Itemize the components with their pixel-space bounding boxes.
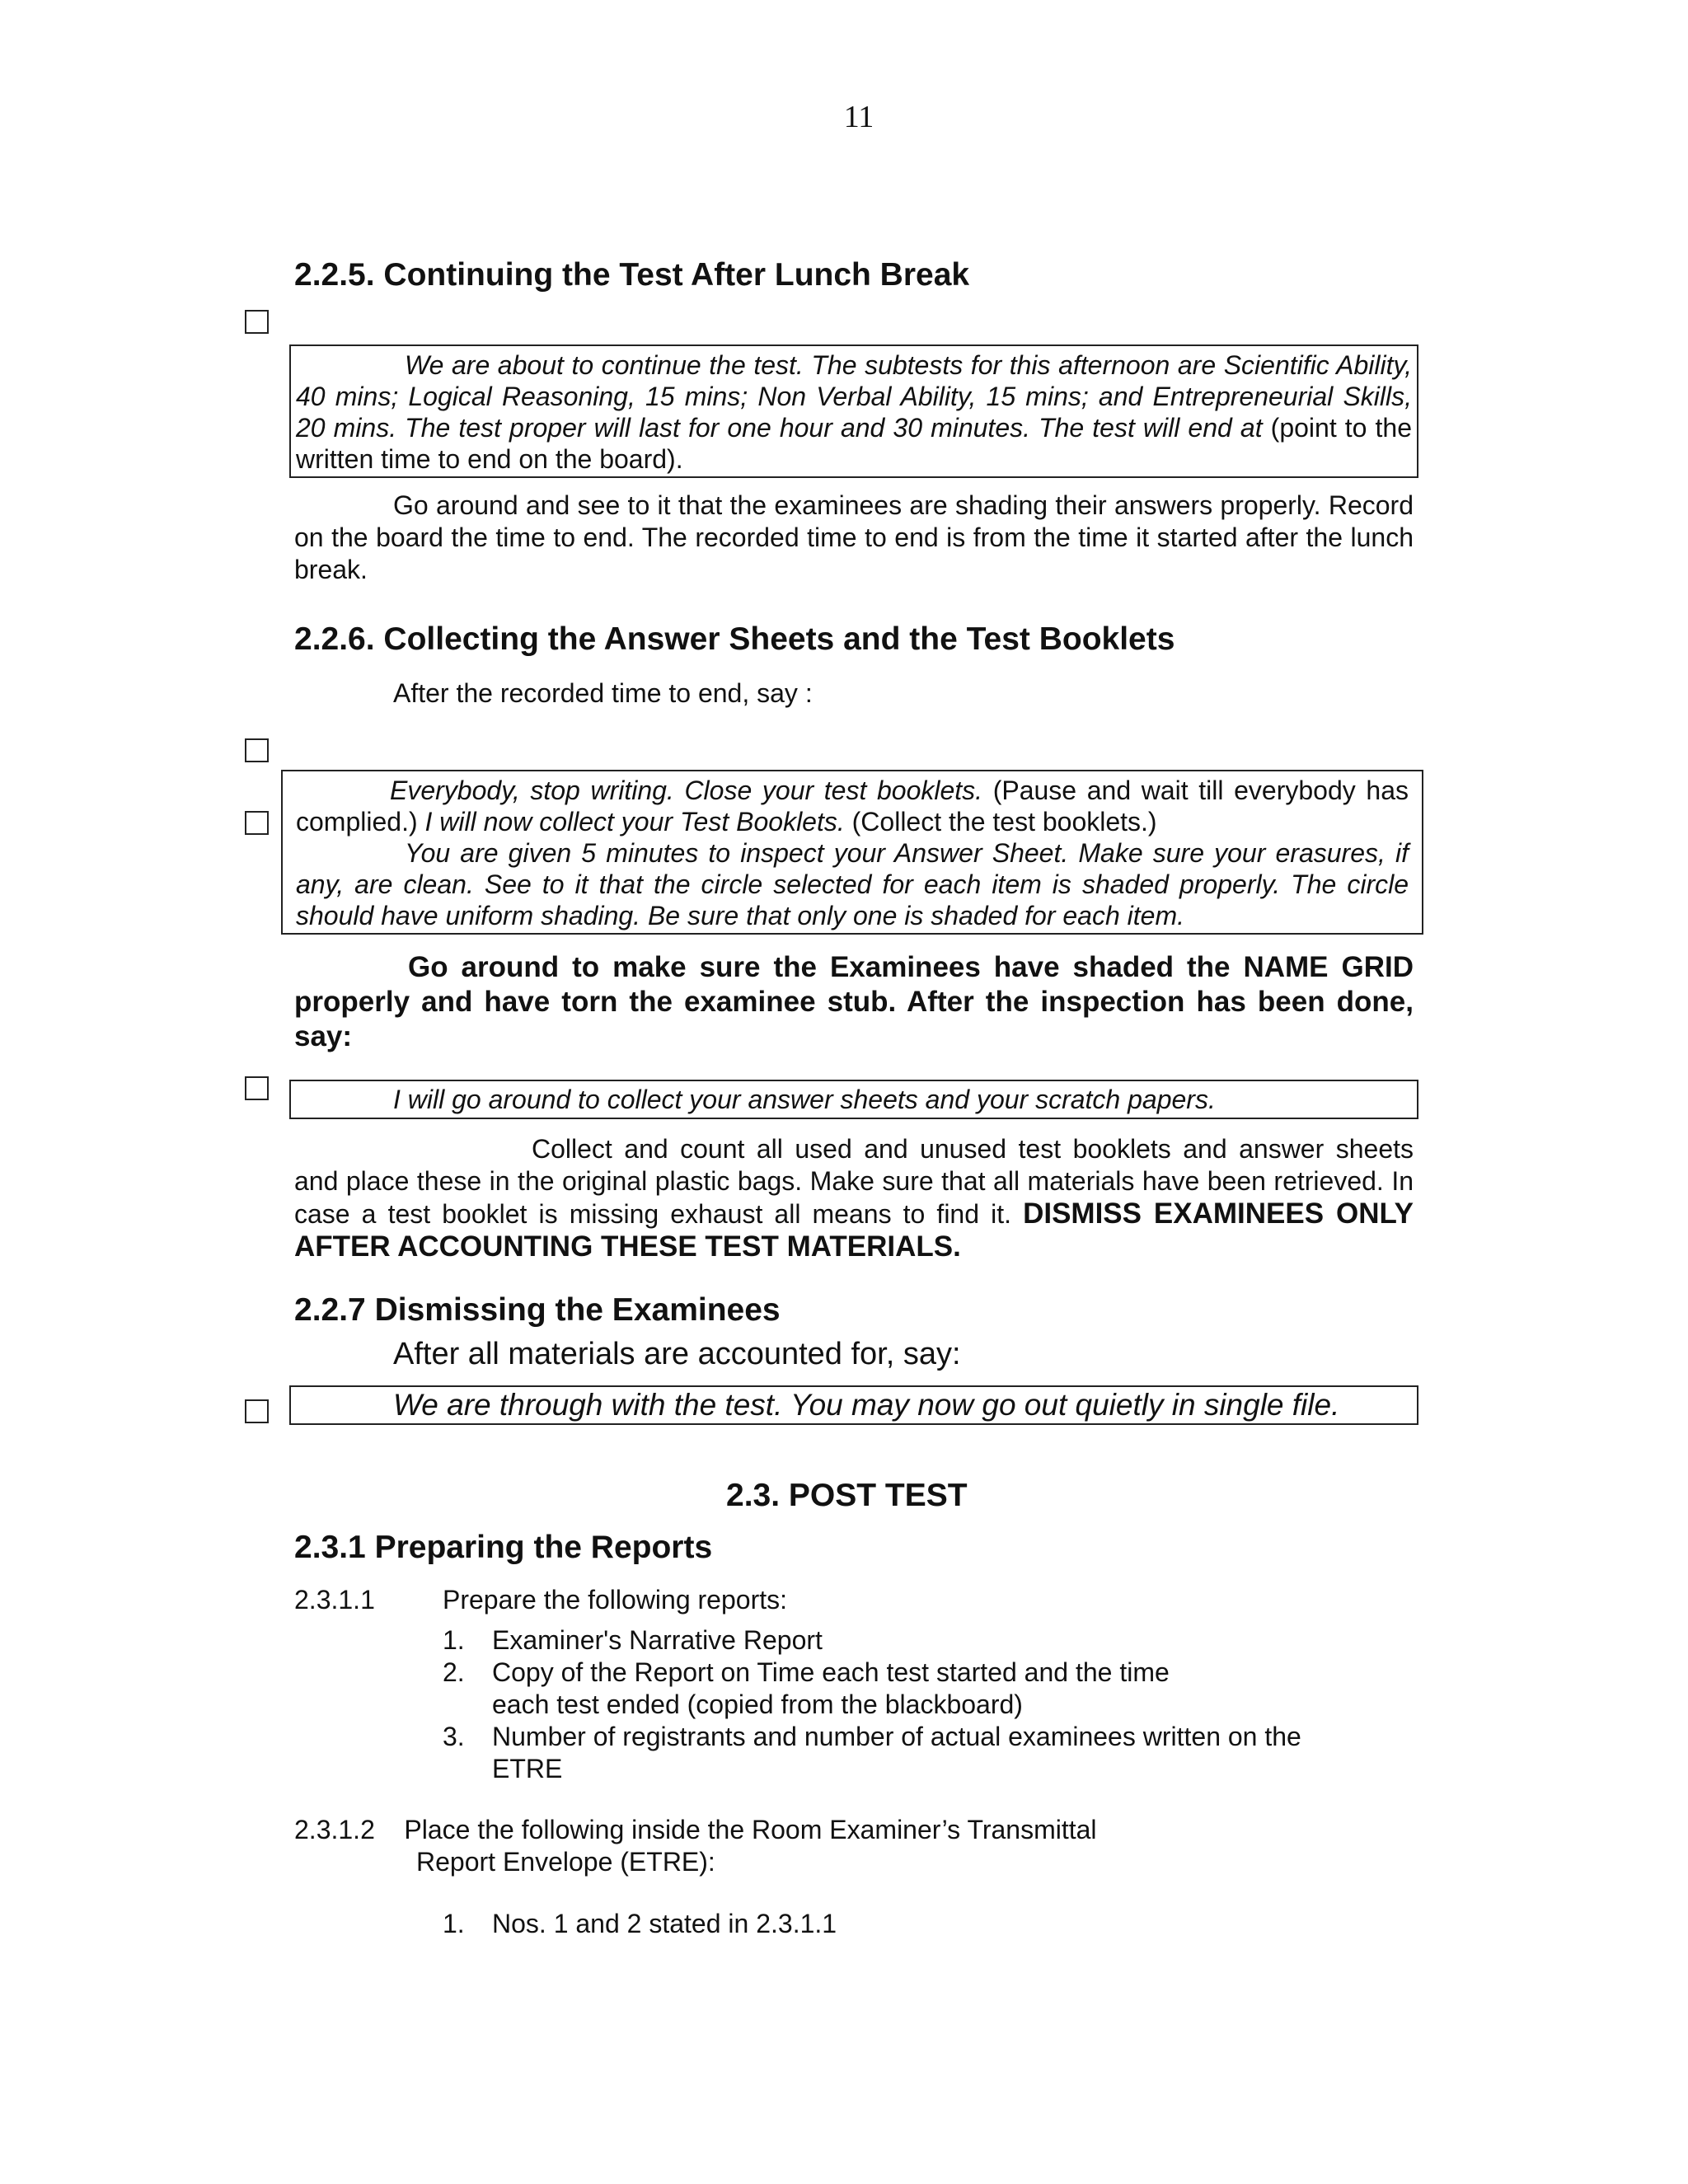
reports-list [443, 1624, 1308, 1785]
list-item: 3. Number of registrants and number of actual examinees written on the ETRE [443, 1722, 1301, 1783]
list-item: 2. Copy of the Report on Time each test started and the time each test ended (copied from the blackboard) [443, 1657, 1170, 1719]
paragraph-intro-dismiss: After all materials are accounted for, say: [393, 1337, 961, 1371]
item-text-2-3-1-1: Prepare the following reports: [443, 1585, 787, 1615]
script-box-stop-writing [281, 770, 1423, 935]
script-text-inspect: You are given 5 minutes to inspect your Answer Sheet. Make sure your erasures, if any, are clean. See to it that the circle selected for each item is shaded properly. The circle should have uniform shading. Be sure that only one is shaded for each item. [296, 838, 1409, 930]
heading-2-3-post-test: 2.3. POST TEST [726, 1478, 968, 1513]
checkbox-1[interactable] [245, 310, 269, 334]
paragraph-intro-collect: After the recorded time to end, say : [393, 678, 813, 708]
script-box-continue-test [289, 344, 1418, 478]
checkbox-4[interactable] [245, 1076, 269, 1100]
item-number-2-3-1-1: 2.3.1.1 [294, 1585, 375, 1615]
heading-2-2-5: 2.2.5. Continuing the Test After Lunch Break [294, 257, 970, 293]
page-number: 11 [843, 100, 874, 134]
paragraph-count-materials: Collect and count all used and unused test booklets and answer sheets and place these in the original plastic bags. Make sure that all materials have been retrieved. In case a test booklet is missing exhaust all means to find it. DISMISS EXAMINEES ONLY AFTER ACCOUNTING THESE TEST MATERIALS. [294, 1134, 1414, 1263]
script-text-dismiss: We are through with the test. You may now go out quietly in single file. [393, 1388, 1340, 1422]
script-box-dismiss [289, 1385, 1418, 1425]
checkbox-5[interactable] [245, 1399, 269, 1423]
script-text: We are about to continue the test. The subtests for this afternoon are Scientific Ability, 40 mins; Logical Reasoning, 15 mins; Non Verbal Ability, 15 mins; and Entrepreneurial Skills, 20 mins. The test proper will last for one hour and 30 minutes. The test will end at (point to the written time to end on the board). [296, 350, 1413, 474]
envelope-list [443, 1908, 1184, 1940]
item-2-3-1-2-line-2: Report Envelope (ETRE): [416, 1847, 715, 1877]
checkbox-3[interactable] [245, 811, 269, 835]
paragraph-go-around: Go around and see to it that the examinees are shading their answers properly. Record on the board the time to end. The recorded time to end is from the time it started after the lunch break. [294, 490, 1414, 584]
heading-2-2-7: 2.2.7 Dismissing the Examinees [294, 1292, 781, 1328]
paragraph-name-grid: Go around to make sure the Examinees have shaded the NAME GRID properly and have torn the examinee stub. After the inspection has been done, say: [294, 951, 1414, 1052]
list-item: 1. Examiner's Narrative Report [443, 1625, 823, 1655]
heading-2-3-1: 2.3.1 Preparing the Reports [294, 1530, 713, 1565]
script-text-collect-sheets: I will go around to collect your answer sheets and your scratch papers. [393, 1085, 1216, 1114]
item-2-3-1-2-line-1: 2.3.1.2 Place the following inside the Room Examiner’s Transmittal [294, 1815, 1097, 1844]
script-text-collect: Everybody, stop writing. Close your test booklets. (Pause and wait till everybody has complied.) I will now collect your Test Booklets. (Collect the test booklets.) [296, 776, 1409, 837]
heading-2-2-6: 2.2.6. Collecting the Answer Sheets and the Test Booklets [294, 621, 1175, 657]
checkbox-2[interactable] [245, 738, 269, 762]
script-box-collect-sheets [289, 1080, 1418, 1119]
list-item: 1. Nos. 1 and 2 stated in 2.3.1.1 [443, 1909, 837, 1938]
